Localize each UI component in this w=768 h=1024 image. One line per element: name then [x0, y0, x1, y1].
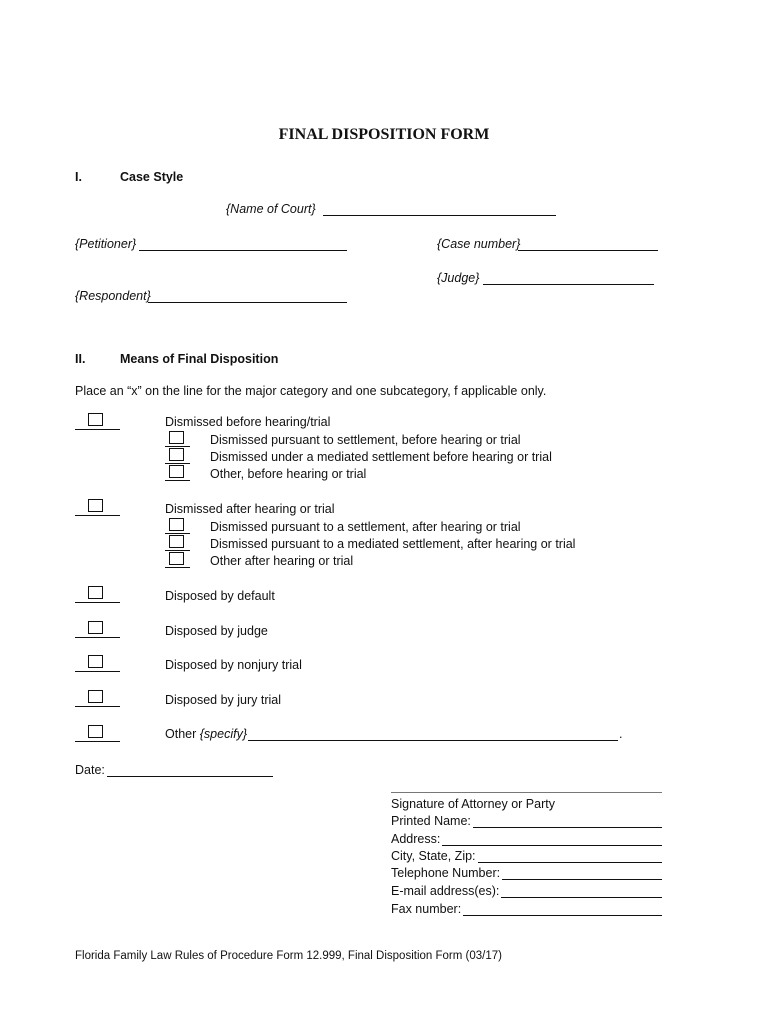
dismissed-after-sub1-checkbox[interactable] [165, 517, 190, 534]
checkbox-box[interactable] [88, 690, 103, 703]
checkbox-box[interactable] [88, 725, 103, 738]
printed-name-label: Printed Name: [391, 814, 471, 828]
email-row [391, 884, 662, 898]
other-checkbox[interactable] [75, 725, 120, 742]
address-label: Address: [391, 832, 441, 846]
respondent-field[interactable] [148, 302, 347, 303]
dismissed-after-label: Dismissed after hearing or trial [165, 502, 335, 516]
other-period: . [619, 727, 623, 741]
dismissed-after-sub3-checkbox[interactable] [165, 551, 190, 568]
disposed-judge-label: Disposed by judge [165, 624, 268, 638]
dismissed-after-sub2-label: Dismissed pursuant to a mediated settlement, after hearing or trial [210, 537, 576, 551]
section-1-heading: Case Style [120, 170, 184, 184]
checkbox-box[interactable] [88, 413, 103, 426]
section-1-number: I. [75, 170, 82, 184]
court-name-field[interactable] [323, 215, 556, 216]
fax-field[interactable] [463, 903, 662, 916]
petitioner-field[interactable] [139, 250, 347, 251]
address-field[interactable] [442, 833, 662, 846]
court-name-label: {Name of Court} [226, 202, 316, 216]
instruction-text: Place an “x” on the line for the major category and one subcategory, f applicable only. [75, 384, 547, 398]
dismissed-before-label: Dismissed before hearing/trial [165, 415, 331, 429]
dismissed-after-sub2-checkbox[interactable] [165, 534, 190, 551]
signature-line[interactable] [391, 792, 662, 793]
fax-label: Fax number: [391, 902, 462, 916]
petitioner-label: {Petitioner} [75, 237, 137, 251]
date-field[interactable] [107, 776, 273, 777]
email-label: E-mail address(es): [391, 884, 500, 898]
respondent-label: {Respondent} [75, 289, 151, 303]
telephone-row [391, 866, 662, 880]
dismissed-before-sub2-label: Dismissed under a mediated settlement before hearing or trial [210, 450, 552, 464]
disposed-judge-checkbox[interactable] [75, 621, 120, 638]
checkbox-box[interactable] [88, 655, 103, 668]
checkbox-box[interactable] [169, 465, 184, 478]
dismissed-before-sub3-checkbox[interactable] [165, 464, 190, 481]
dismissed-before-sub2-checkbox[interactable] [165, 447, 190, 464]
checkbox-box[interactable] [169, 552, 184, 565]
dismissed-after-checkbox[interactable] [75, 499, 120, 516]
dismissed-before-sub3-label: Other, before hearing or trial [210, 467, 367, 481]
checkbox-box[interactable] [88, 499, 103, 512]
dismissed-before-checkbox[interactable] [75, 413, 120, 430]
form-title: FINAL DISPOSITION FORM [278, 126, 490, 143]
other-specify-label: {specify} [199, 727, 248, 741]
case-number-field[interactable] [518, 250, 658, 251]
disposed-default-label: Disposed by default [165, 589, 275, 603]
judge-name-field[interactable] [483, 284, 654, 285]
section-2-heading: Means of Final Disposition [120, 352, 279, 366]
disposed-jury-label: Disposed by jury trial [165, 693, 282, 707]
printed-name-row [391, 814, 662, 828]
dismissed-after-sub1-label: Dismissed pursuant to a settlement, after hearing or trial [210, 520, 521, 534]
dismissed-after-sub3-label: Other after hearing or trial [210, 554, 354, 568]
other-specify-field[interactable] [248, 740, 618, 741]
telephone-field[interactable] [502, 867, 662, 880]
printed-name-field[interactable] [473, 815, 662, 828]
city-state-zip-field[interactable] [478, 850, 662, 863]
dismissed-before-sub1-label: Dismissed pursuant to settlement, before hearing or trial [210, 433, 521, 447]
section-2-number: II. [75, 352, 86, 366]
city-state-zip-label: City, State, Zip: [391, 849, 476, 863]
checkbox-box[interactable] [169, 535, 184, 548]
telephone-label: Telephone Number: [391, 866, 501, 880]
fax-row [391, 902, 662, 916]
checkbox-box[interactable] [169, 518, 184, 531]
checkbox-box[interactable] [169, 431, 184, 444]
date-label: Date: [75, 763, 105, 777]
disposed-default-checkbox[interactable] [75, 586, 120, 603]
case-number-label: {Case number} [437, 237, 521, 251]
disposed-nonjury-checkbox[interactable] [75, 655, 120, 672]
other-label: Other [165, 727, 197, 741]
checkbox-box[interactable] [88, 586, 103, 599]
dismissed-before-sub1-checkbox[interactable] [165, 430, 190, 447]
checkbox-box[interactable] [88, 621, 103, 634]
disposed-jury-checkbox[interactable] [75, 690, 120, 707]
checkbox-box[interactable] [169, 448, 184, 461]
footer-text: Florida Family Law Rules of Procedure Form 12.999, Final Disposition Form (03/17) [75, 950, 502, 962]
judge-name-label: {Judge} [437, 271, 480, 285]
email-field[interactable] [501, 885, 662, 898]
city-state-zip-row [391, 849, 662, 863]
address-row [391, 832, 662, 846]
signature-caption: Signature of Attorney or Party [391, 797, 555, 811]
other-label-row [165, 727, 247, 741]
disposed-nonjury-label: Disposed by nonjury trial [165, 658, 302, 672]
